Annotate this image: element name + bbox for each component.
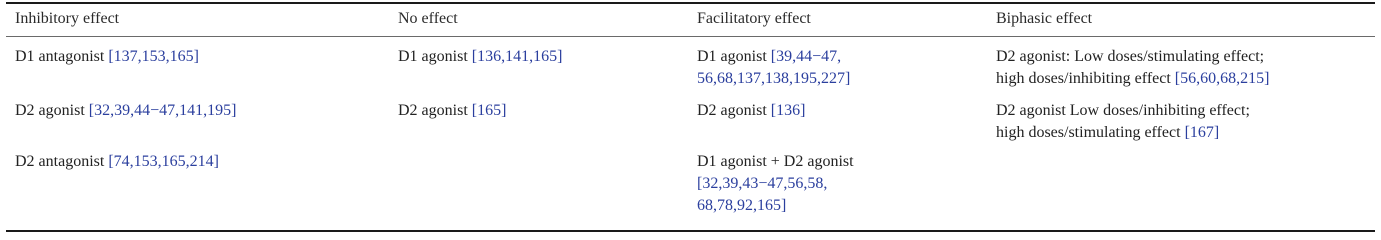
cell-line-1: D2 agonist Low doses/inhibiting effect; <box>996 102 1250 119</box>
cell-text: D1 agonist <box>398 48 472 65</box>
citation-refs: [136,141,165] <box>471 48 563 65</box>
cell-row1-biphasic <box>996 46 1269 90</box>
cell-text: high doses/stimulating effect <box>996 124 1185 141</box>
cell-row3-facilitatory <box>697 151 854 217</box>
citation-refs: [32,39,44−47,141,195] <box>88 102 237 119</box>
citation-refs: [137,153,165] <box>108 48 199 65</box>
cell-row2-facilitatory <box>697 100 805 122</box>
cell-row3-inhibitory <box>15 151 219 173</box>
citation-refs: [32,39,43−47,56,58, <box>697 175 828 192</box>
table-bottom-rule <box>6 230 1375 232</box>
cell-line-1: D2 agonist: Low doses/stimulating effect; <box>996 48 1265 65</box>
citation-refs: [136] <box>770 102 806 119</box>
cell-text: D2 agonist <box>697 102 771 119</box>
cell-text: D2 agonist <box>398 102 472 119</box>
citation-refs: [165] <box>471 102 507 119</box>
cell-text: D1 antagonist <box>15 48 109 65</box>
table-top-rule <box>6 2 1375 4</box>
citation-refs: [56,60,68,215] <box>1174 70 1270 87</box>
cell-row1-inhibitory <box>15 46 199 68</box>
cell-line-2 <box>996 122 1250 144</box>
citation-refs: [39,44−47, <box>770 48 842 65</box>
cell-line-1 <box>697 46 850 68</box>
cell-row2-biphasic <box>996 100 1250 144</box>
cell-text: D1 agonist <box>697 48 771 65</box>
cell-text: D2 antagonist <box>15 153 109 170</box>
header-biphasic: Biphasic effect <box>996 10 1093 27</box>
cell-text: D2 agonist <box>15 102 89 119</box>
cell-row2-inhibitory <box>15 100 236 122</box>
cell-row1-facilitatory <box>697 46 850 90</box>
citation-refs: [167] <box>1184 124 1220 141</box>
cell-text: high doses/inhibiting effect <box>996 70 1175 87</box>
citation-refs: 68,78,92,165] <box>697 197 787 214</box>
header-inhibitory: Inhibitory effect <box>15 10 120 27</box>
cell-line-1: D1 agonist + D2 agonist <box>697 153 854 170</box>
cell-row1-no-effect <box>398 46 562 68</box>
header-no-effect: No effect <box>398 10 458 27</box>
header-facilitatory: Facilitatory effect <box>697 10 811 27</box>
citation-refs: 56,68,137,138,195,227] <box>697 70 851 87</box>
citation-refs: [74,153,165,214] <box>108 153 219 170</box>
cell-row2-no-effect <box>398 100 506 122</box>
table-header-rule <box>6 36 1375 37</box>
cell-line-2 <box>996 68 1269 90</box>
